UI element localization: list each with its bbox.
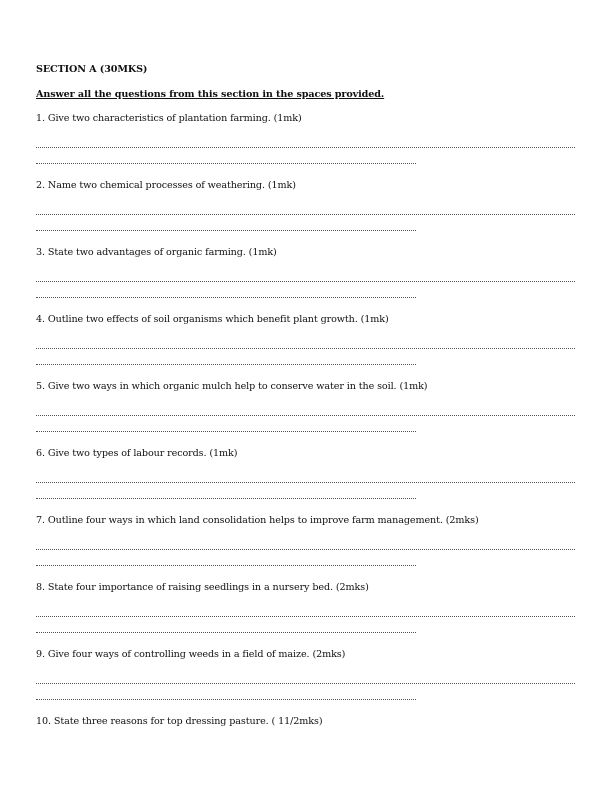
answer-line[interactable] <box>36 147 575 148</box>
question-text: 5. Give two ways in which organic mulch help to conserve water in the soil. (1mk) <box>36 381 428 392</box>
question-text: 1. Give two characteristics of plantation farming. (1mk) <box>36 113 302 124</box>
question-text: 4. Outline two effects of soil organisms which benefit plant growth. (1mk) <box>36 314 389 325</box>
answer-line[interactable] <box>36 348 575 349</box>
answer-line[interactable] <box>36 431 416 432</box>
answer-line[interactable] <box>36 281 575 282</box>
answer-line[interactable] <box>36 699 416 700</box>
question-text: 10. State three reasons for top dressing pasture. ( 11/2mks) <box>36 716 323 727</box>
answer-line[interactable] <box>36 549 575 550</box>
answer-line[interactable] <box>36 364 416 365</box>
question-text: 3. State two advantages of organic farming. (1mk) <box>36 247 277 258</box>
answer-line[interactable] <box>36 297 416 298</box>
answer-line[interactable] <box>36 214 575 215</box>
answer-line[interactable] <box>36 482 575 483</box>
answer-line[interactable] <box>36 632 416 633</box>
answer-line[interactable] <box>36 498 416 499</box>
section-title: SECTION A (30MKS) <box>36 64 148 75</box>
question-text: 6. Give two types of labour records. (1mk) <box>36 448 238 459</box>
answer-line[interactable] <box>36 415 575 416</box>
answer-line[interactable] <box>36 163 416 164</box>
answer-line[interactable] <box>36 616 575 617</box>
instructions: Answer all the questions from this section in the spaces provided. <box>36 89 385 100</box>
answer-line[interactable] <box>36 683 575 684</box>
question-text: 8. State four importance of raising seedlings in a nursery bed. (2mks) <box>36 582 369 593</box>
question-text: 2. Name two chemical processes of weathering. (1mk) <box>36 180 296 191</box>
answer-line[interactable] <box>36 565 416 566</box>
question-text: 9. Give four ways of controlling weeds in a field of maize. (2mks) <box>36 649 346 660</box>
answer-line[interactable] <box>36 230 416 231</box>
question-text: 7. Outline four ways in which land consolidation helps to improve farm management. (2mks) <box>36 515 479 526</box>
